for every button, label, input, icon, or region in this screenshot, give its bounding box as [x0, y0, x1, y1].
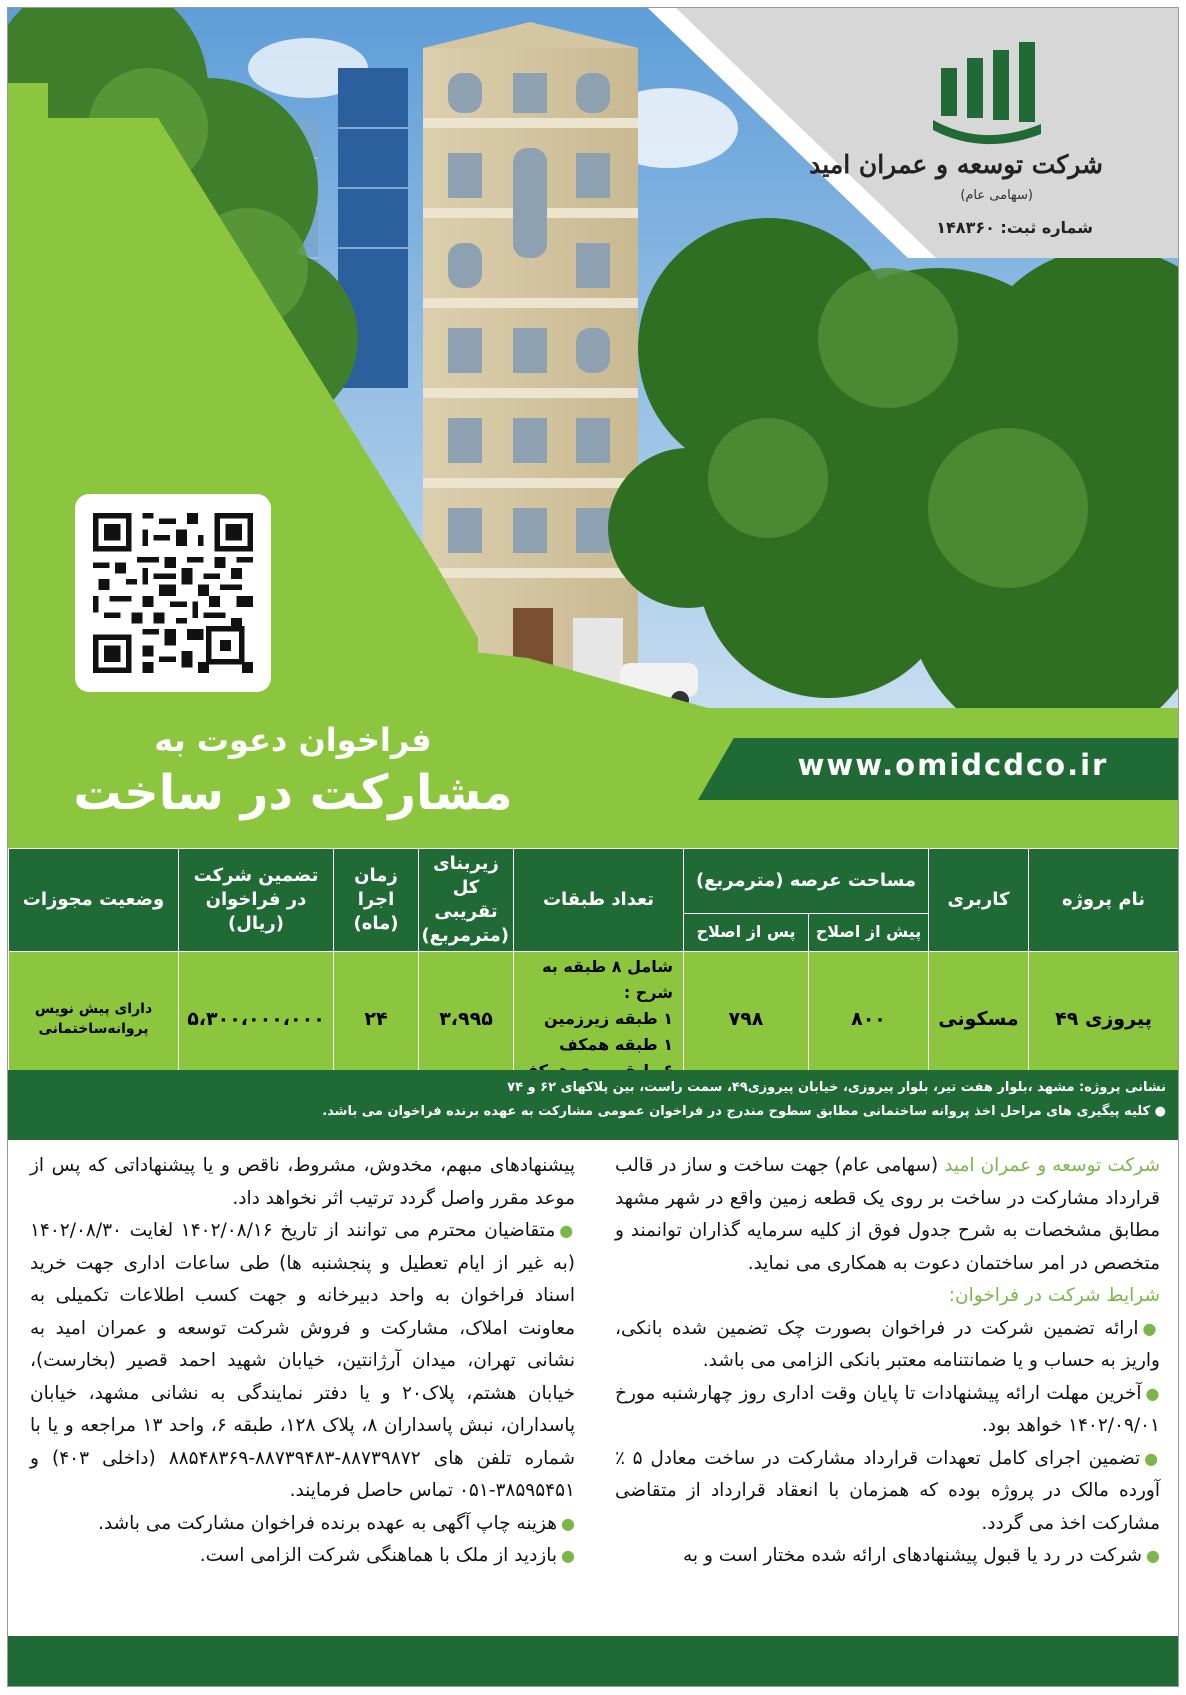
title-line-2: مشارکت در ساخت	[73, 765, 513, 821]
company-brand	[809, 38, 1153, 268]
condition-text: ارائه تضمین شرکت در فراخوان بصورت چک تضمین شده بانکی، واریز به حساب و یا ضمانتنامه معتبر بانکی الزامی می باشد.	[615, 1317, 1160, 1371]
left-paragraph-text: هزینه چاپ آگهی به عهده برنده فراخوان مشارکت می باشد.	[98, 1512, 558, 1534]
project-table-wrapper	[8, 848, 1178, 1087]
cell-duration: ۲۴	[334, 952, 419, 1087]
floors-line: ۱ طبقه همکف	[559, 1035, 673, 1054]
header-after-correction: پس از اصلاح	[684, 913, 809, 951]
advertisement-page	[7, 7, 1179, 1687]
bullet-icon: ●	[561, 1513, 575, 1533]
cell-before-correction: ۸۰۰	[809, 952, 929, 1087]
bullet-icon: ●	[1142, 1318, 1160, 1338]
left-paragraph-text: متقاضیان محترم می توانند از تاریخ ۱۴۰۲/۰۸/۱۶ لغایت ۱۴۰۲/۰۸/۳۰ (به غیر از ایام تعطیل و پنجشنبه ها) طی ساعات اداری جهت خرید اسناد فراخوان به واحد دبیرخانه و جهت کسب اطلاعات تکمیلی به معاونت املاک، مشارکت و فروش شرکت توسعه و عمران امید به نشانی تهران، میدان آرژانتین، خیابان شهید احمد قصیر (بخارست)، خیابان هشتم، پلاک۲۰ و یا دفتر نمایندگی به نشانی مشهد، خیابان پاسداران، نبش پاسداران ۸، پلاک ۱۲۸، طبقه ۶، واحد ۱۳ مراجعه و یا با شماره تلفن های ۸۸۷۳۹۸۷۲-۸۸۷۳۹۴۸۳-۸۸۵۴۸۳۶۹ (داخلی ۴۰۳) و ۳۸۵۹۵۴۵۱-۰۵۱ تماس حاصل فرمایند.	[30, 1220, 575, 1501]
left-paragraph	[30, 1540, 575, 1573]
qr-code[interactable]	[75, 494, 271, 692]
cell-usage: مسکونی	[929, 952, 1029, 1087]
table-row	[9, 952, 1179, 1087]
company-name: شرکت توسعه و عمران امید	[809, 150, 1103, 179]
header-guarantee: تضمین شرکت در فراخوان (ریال)	[179, 849, 334, 952]
company-type: (سهامی عام)	[960, 188, 1033, 203]
conditions-title: شرایط شرکت در فراخوان:	[948, 1285, 1160, 1306]
header-total-area: زیربنای کل تقریبی (مترمربع)	[419, 849, 514, 952]
header-land-area: مساحت عرصه (مترمربع)	[684, 849, 929, 914]
registration-number: شماره ثبت: ۱۴۸۳۶۰	[936, 218, 1093, 237]
left-column	[30, 1150, 575, 1573]
condition-item	[615, 1540, 1160, 1573]
header-floors: تعداد طبقات	[514, 849, 684, 952]
header-project-name: نام پروژه	[1029, 849, 1179, 952]
bullet-icon: ●	[1145, 1383, 1160, 1403]
right-column	[615, 1150, 1160, 1573]
cell-floors	[514, 952, 684, 1087]
bullet-icon: ●	[561, 1546, 575, 1565]
intro-highlight: شرکت توسعه و عمران امید	[944, 1155, 1161, 1176]
left-paragraph-text: بازدید از ملک با هماهنگی شرکت الزامی است.	[199, 1545, 558, 1566]
condition-text: شرکت در رد یا قبول پیشنهادهای ارائه شده مختار است و به	[683, 1545, 1143, 1566]
body-text	[8, 1150, 1178, 1620]
hero-section	[8, 8, 1178, 848]
cell-guarantee: ۵،۳۰۰،۰۰۰،۰۰۰	[179, 952, 334, 1087]
left-paragraph: پیشنهادهای مبهم، مخدوش، مشروط، ناقص و یا پیشنهاداتی که پس از موعد مقرر واصل گردد ترتیب اثر نخواهد داد.	[30, 1155, 575, 1209]
title-line-1: فراخوان دعوت به	[154, 721, 432, 759]
bullet-icon: ●	[1146, 1546, 1160, 1565]
intro-text: (سهامی عام) جهت ساخت و ساز در قالب قرارداد مشارکت در ساخت بر روی یک قطعه زمین واقع در شهر مشهد مطابق مشخصات به شرح جدول فوق از کلیه سرمایه گذاران توانمند و متخصص در امر ساختمان دعوت به همکاری می نماید.	[615, 1155, 1160, 1274]
header-usage: کاربری	[929, 849, 1029, 952]
header-permits: وضعیت مجوزات	[9, 849, 179, 952]
intro-paragraph	[615, 1150, 1160, 1280]
cell-after-correction: ۷۹۸	[684, 952, 809, 1087]
qr-code-icon	[93, 512, 253, 674]
left-paragraph	[30, 1508, 575, 1541]
condition-text: تضمین اجرای کامل تعهدات قرارداد مشارکت در ساخت معادل ۵ ٪ آورده مالک در پروژه بوده که همزمان با انعقاد قرارداد از متقاضی مشارکت اخذ می گردد.	[615, 1447, 1160, 1534]
project-address: نشانی پروژه: مشهد ،بلوار هفت تیر، بلوار پیروزی، خیابان پیروزی۴۹، سمت راست، بین پلاکهای ۶۲ و ۷۴	[507, 1080, 1166, 1095]
cell-permits: دارای پیش نویس پروانه‌ساختمانی	[9, 952, 179, 1087]
bullet-icon: ●	[1144, 1448, 1160, 1468]
footer-bar	[8, 1636, 1178, 1686]
condition-item	[615, 1313, 1160, 1378]
header-before-correction: پیش از اصلاح	[809, 913, 929, 951]
call-title	[38, 718, 548, 824]
condition-item	[615, 1378, 1160, 1443]
cell-project-name: پیروزی ۴۹	[1029, 952, 1179, 1087]
floors-line: شامل ۸ طبقه به شرح :	[542, 957, 673, 1002]
bullet-icon: ●	[559, 1221, 575, 1240]
left-paragraph	[30, 1215, 575, 1508]
followup-note-text: کلیه پیگیری های مراحل اخذ پروانه ساختمانی مطابق سطوح مندرج در فراخوان عمومی مشارکت به عهده برنده فراخوان می باشد.	[322, 1104, 1151, 1119]
header-duration: زمان اجرا (ماه)	[334, 849, 419, 952]
condition-item	[615, 1443, 1160, 1541]
followup-note: ● کلیه پیگیری های مراحل اخذ پروانه ساختمانی مطابق سطوح مندرج در فراخوان عمومی مشارکت به عهده برنده فراخوان می باشد.	[322, 1104, 1166, 1119]
condition-text: آخرین مهلت ارائه پیشنهادات تا پایان وقت اداری روز چهارشنبه مورخ ۱۴۰۲/۰۹/۰۱ خواهد بود.	[615, 1382, 1160, 1436]
project-notes	[8, 1070, 1178, 1140]
website-link[interactable]: www.omidcdco.ir	[797, 748, 1109, 782]
stripes-logo-icon	[923, 38, 1063, 148]
project-table	[8, 848, 1179, 1087]
cell-total-area: ۳،۹۹۵	[419, 952, 514, 1087]
floors-line: ۱ طبقه زیرزمین	[544, 1009, 673, 1028]
